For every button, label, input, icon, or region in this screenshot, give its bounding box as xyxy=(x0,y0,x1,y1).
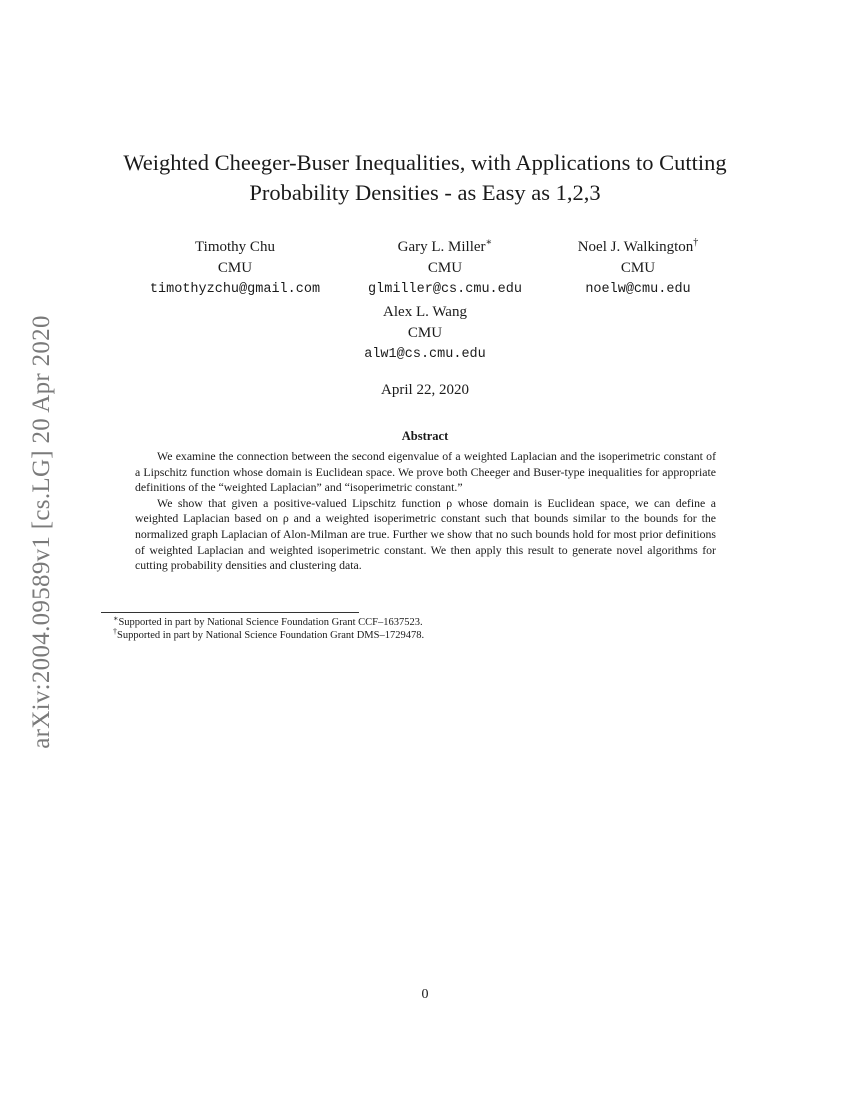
author-block xyxy=(325,302,525,365)
author-name: Noel J. Walkington xyxy=(577,239,694,255)
footnote-text: Supported in part by National Science Foundation Grant DMS–1729478. xyxy=(117,630,425,641)
author-email: glmiller@cs.cmu.edu xyxy=(368,282,522,297)
author-mark: † xyxy=(693,237,699,248)
footnote-rule xyxy=(101,612,359,613)
arxiv-sidebar xyxy=(18,292,66,772)
author-name: Timothy Chu xyxy=(195,239,275,255)
abstract-paragraph: We show that given a positive-valued Lipschitz function ρ whose domain is Euclidean space, we can define a weighted Laplacian based on ρ and a weighted isoperimetric constant such that bounds similar to the bounds for the normalized graph Laplacian of Alon-Milman are true. Further we show that no such bounds hold for most prior definitions of weighted Laplacian and weighted isoperimetric constant. We then apply this result to generate novel algorithms for cutting probability densities and clustering data. xyxy=(135,495,716,573)
footnote-mark: † xyxy=(113,627,117,636)
author-affiliation: CMU xyxy=(620,260,656,276)
page-number: 0 xyxy=(421,987,429,1002)
author-block xyxy=(345,237,545,300)
author-email: noelw@cmu.edu xyxy=(585,282,691,297)
author-email: timothyzchu@gmail.com xyxy=(149,282,321,297)
author-affiliation: CMU xyxy=(217,260,253,276)
author-block xyxy=(538,237,738,300)
footnote-text: Supported in part by National Science Foundation Grant CCF–1637523. xyxy=(118,617,423,628)
abstract-heading: Abstract xyxy=(401,429,449,443)
paper-date: April 22, 2020 xyxy=(381,382,469,398)
footnote xyxy=(113,629,713,642)
author-block xyxy=(135,237,335,300)
author-affiliation: CMU xyxy=(407,325,443,341)
abstract-paragraph: We examine the connection between the second eigenvalue of a weighted Laplacian and the isoperimetric constant of a Lipschitz function whose domain is Euclidean space. We prove both Cheeger and Buser-type inequalities for appropriate definitions of the “weighted Laplacian” and “isoperimetric constant.” xyxy=(135,449,716,495)
footnote xyxy=(113,616,713,629)
arxiv-identifier: arXiv:2004.09589v1 [cs.LG] 20 Apr 2020 xyxy=(28,315,56,749)
paper-title: Weighted Cheeger-Buser Inequalities, with Applications to Cutting Probability Densities - as Easy as 1,2,3 xyxy=(123,150,727,205)
footnote-mark: ∗ xyxy=(113,614,119,623)
abstract-body xyxy=(135,449,716,574)
author-mark: ∗ xyxy=(485,237,493,248)
author-name: Gary L. Miller xyxy=(397,239,486,255)
author-email: alw1@cs.cmu.edu xyxy=(364,347,486,362)
footnotes xyxy=(113,616,713,642)
author-name: Alex L. Wang xyxy=(383,304,467,320)
author-affiliation: CMU xyxy=(427,260,463,276)
